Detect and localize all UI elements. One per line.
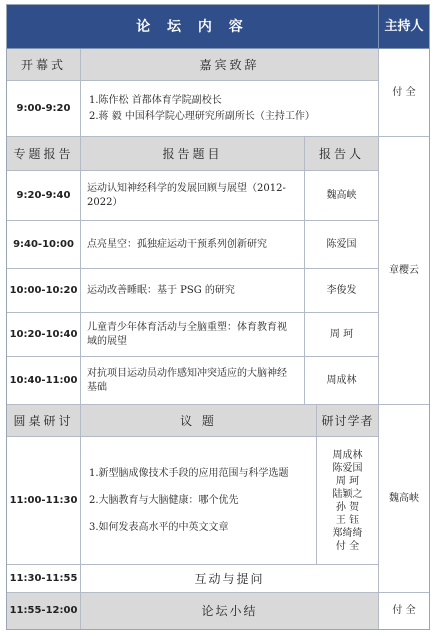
opening-label: 开幕式 [7,49,81,81]
report-topic: 对抗项目运动员动作感知冲突适应的大脑神经基础 [81,357,305,405]
roundtable-host: 魏高峡 [379,405,429,593]
report-time: 10:20-10:40 [7,313,81,357]
reports-label: 专题报告 [7,137,81,171]
report-time: 10:40-11:00 [7,357,81,405]
opening-speaker: 1.陈作松 首都体育学院副校长 [89,94,222,106]
roundtable-topics [81,437,317,565]
scholar-name: 陈爱国 [332,462,363,474]
reports-host: 章樱云 [379,137,429,405]
report-topic: 运动改善睡眠：基于 PSG 的研究 [81,269,305,313]
roundtable-time: 11:00-11:30 [7,437,81,565]
report-topic: 运动认知神经科学的发展回顾与展望（2012-2022） [81,171,305,221]
closing-title: 论坛小结 [81,593,379,629]
scholar-name: 孙 贺 [335,501,360,513]
report-speaker: 周 珂 [305,313,379,357]
scholar-name: 周成林 [332,449,363,461]
closing-time: 11:55-12:00 [7,593,81,629]
roundtable-topic-header: 议 题 [81,405,317,437]
scholar-name: 周 珂 [335,475,360,487]
opening-host: 付 全 [379,49,429,137]
scholar-name: 陆颖之 [332,488,363,500]
qa-time: 11:30-11:55 [7,565,81,593]
closing-host: 付 全 [392,605,416,616]
qa-title: 互动与提问 [81,565,379,593]
opening-speaker: 2.蒋 毅 中国科学院心理研究所副所长（主持工作） [89,110,315,122]
roundtable-label: 圆桌研讨 [7,405,81,437]
scholar-name: 郑绮绮 [332,527,363,539]
opening-speakers [81,81,379,137]
reports-speaker-header: 报告人 [305,137,379,171]
report-speaker: 周成林 [305,357,379,405]
report-speaker: 李俊发 [305,269,379,313]
opening-time: 9:00-9:20 [7,81,81,137]
opening-title: 嘉宾致辞 [81,49,379,81]
report-speaker: 陈爱国 [305,221,379,269]
reports-topic-header: 报告题目 [81,137,305,171]
content-header: 论 坛 内 容 [7,5,379,49]
report-time: 10:00-10:20 [7,269,81,313]
host-header: 主持人 [379,5,429,49]
report-topic: 点亮星空：孤独症运动干预系列创新研究 [81,221,305,269]
roundtable-topic: 3.如何发表高水平的中英文文章 [89,521,229,533]
scholar-name: 付 全 [335,540,360,552]
report-time: 9:20-9:40 [7,171,81,221]
roundtable-topic: 1.新型脑成像技术手段的应用范围与科学选题 [89,467,289,479]
report-speaker: 魏高峡 [305,171,379,221]
roundtable-scholars [317,437,379,565]
roundtable-scholars-header: 研讨学者 [317,405,379,437]
forum-schedule-table [6,4,430,630]
report-time: 9:40-10:00 [7,221,81,269]
scholar-name: 王 钰 [335,514,360,526]
roundtable-topic: 2.大脑教育与大脑健康：哪个优先 [89,494,239,506]
report-topic: 儿童青少年体育活动与全脑重塑：体育教育视域的展望 [81,313,305,357]
